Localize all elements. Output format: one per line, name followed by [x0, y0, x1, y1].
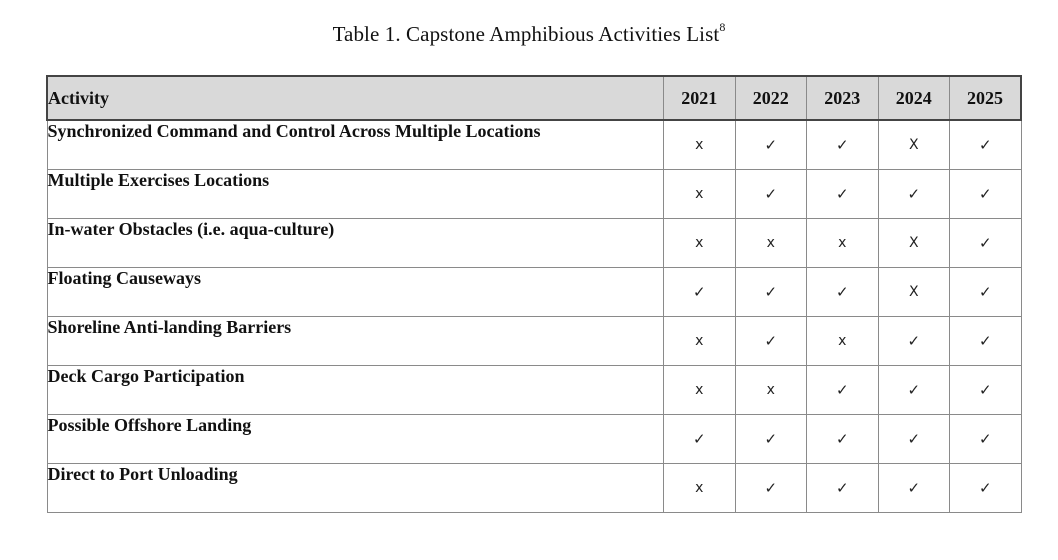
- x-mark-icon: X: [878, 219, 950, 268]
- activity-cell: Floating Causeways: [47, 268, 664, 317]
- header-year-2024: 2024: [878, 76, 950, 120]
- table-row: [47, 268, 1021, 317]
- check-mark-icon: ✓: [950, 317, 1022, 366]
- caption-text: Table 1. Capstone Amphibious Activities List: [332, 22, 720, 46]
- x-mark-icon: x: [664, 366, 736, 415]
- x-mark-icon: x: [664, 120, 736, 170]
- x-mark-icon: x: [807, 317, 879, 366]
- check-mark-icon: ✓: [735, 464, 807, 513]
- table-row: [47, 415, 1021, 464]
- x-mark-icon: X: [878, 268, 950, 317]
- check-mark-icon: ✓: [735, 268, 807, 317]
- header-year-2025: 2025: [950, 76, 1022, 120]
- check-mark-icon: ✓: [878, 170, 950, 219]
- footnote-marker: 8: [719, 20, 726, 34]
- activity-cell: In-water Obstacles (i.e. aqua-culture): [47, 219, 664, 268]
- activity-cell: Synchronized Command and Control Across Multiple Locations: [47, 120, 664, 170]
- check-mark-icon: ✓: [664, 268, 736, 317]
- check-mark-icon: ✓: [878, 415, 950, 464]
- header-activity: Activity: [47, 76, 664, 120]
- x-mark-icon: X: [878, 120, 950, 170]
- check-mark-icon: ✓: [950, 415, 1022, 464]
- x-mark-icon: x: [735, 366, 807, 415]
- check-mark-icon: ✓: [807, 170, 879, 219]
- header-year-2022: 2022: [735, 76, 807, 120]
- activity-cell: Shoreline Anti-landing Barriers: [47, 317, 664, 366]
- activity-cell: Direct to Port Unloading: [47, 464, 664, 513]
- check-mark-icon: ✓: [807, 120, 879, 170]
- check-mark-icon: ✓: [735, 120, 807, 170]
- table-caption: [0, 22, 1058, 47]
- activity-cell: Deck Cargo Participation: [47, 366, 664, 415]
- check-mark-icon: ✓: [950, 464, 1022, 513]
- x-mark-icon: x: [664, 464, 736, 513]
- check-mark-icon: ✓: [735, 317, 807, 366]
- table-row: [47, 366, 1021, 415]
- activities-table: [46, 75, 1022, 513]
- check-mark-icon: ✓: [950, 170, 1022, 219]
- check-mark-icon: ✓: [807, 366, 879, 415]
- check-mark-icon: ✓: [807, 464, 879, 513]
- x-mark-icon: x: [807, 219, 879, 268]
- check-mark-icon: ✓: [950, 120, 1022, 170]
- table-row: [47, 317, 1021, 366]
- activity-cell: Multiple Exercises Locations: [47, 170, 664, 219]
- x-mark-icon: x: [664, 170, 736, 219]
- check-mark-icon: ✓: [950, 219, 1022, 268]
- check-mark-icon: ✓: [664, 415, 736, 464]
- x-mark-icon: x: [664, 317, 736, 366]
- table-row: [47, 170, 1021, 219]
- table-row: [47, 120, 1021, 170]
- check-mark-icon: ✓: [950, 366, 1022, 415]
- table-row: [47, 219, 1021, 268]
- header-year-2023: 2023: [807, 76, 879, 120]
- check-mark-icon: ✓: [878, 366, 950, 415]
- check-mark-icon: ✓: [807, 268, 879, 317]
- check-mark-icon: ✓: [807, 415, 879, 464]
- check-mark-icon: ✓: [878, 464, 950, 513]
- check-mark-icon: ✓: [735, 415, 807, 464]
- table-row: [47, 464, 1021, 513]
- check-mark-icon: ✓: [878, 317, 950, 366]
- activity-cell: Possible Offshore Landing: [47, 415, 664, 464]
- check-mark-icon: ✓: [950, 268, 1022, 317]
- check-mark-icon: ✓: [735, 170, 807, 219]
- header-row: [47, 76, 1021, 120]
- header-year-2021: 2021: [664, 76, 736, 120]
- x-mark-icon: x: [664, 219, 736, 268]
- table-body: [47, 120, 1021, 513]
- x-mark-icon: x: [735, 219, 807, 268]
